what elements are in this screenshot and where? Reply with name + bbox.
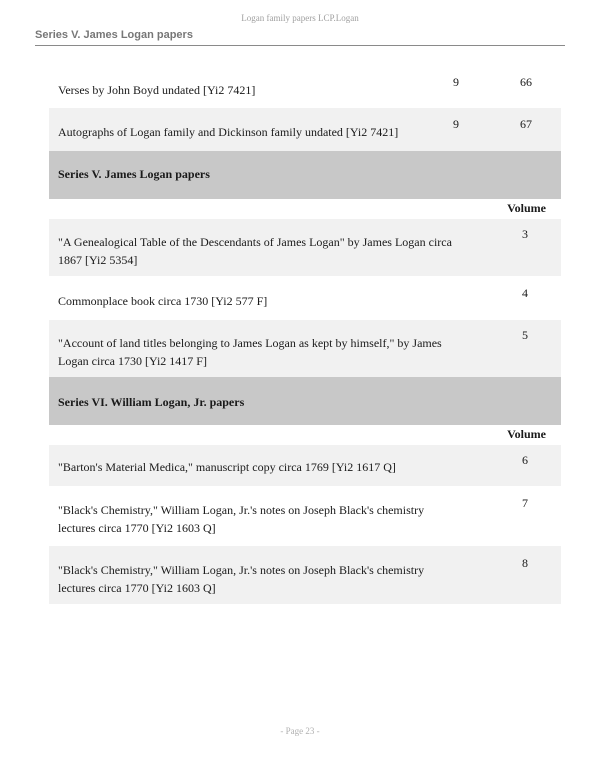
table-row bbox=[49, 546, 561, 604]
volume-column-header: Volume bbox=[507, 201, 546, 215]
volume-number: 6 bbox=[522, 453, 528, 467]
finding-aid-table bbox=[49, 64, 561, 604]
item-description: Autographs of Logan family and Dickinson family undated [Yi2 7421] bbox=[58, 125, 399, 139]
box-number: 9 bbox=[453, 75, 459, 89]
item-description: "Black's Chemistry," William Logan, Jr.'s notes on Joseph Black's chemistry lectures circa 1770 [Yi2 1603 Q] bbox=[58, 503, 425, 535]
folder-number: 66 bbox=[520, 75, 532, 89]
page-number: - Page 23 - bbox=[280, 726, 320, 736]
volume-number: 3 bbox=[522, 227, 528, 241]
table-row bbox=[49, 486, 561, 546]
item-description: Commonplace book circa 1730 [Yi2 577 F] bbox=[58, 294, 268, 308]
volume-column-header: Volume bbox=[507, 427, 546, 441]
volume-number: 7 bbox=[522, 496, 528, 510]
series-vi-heading bbox=[49, 377, 561, 425]
table-row bbox=[49, 276, 561, 320]
running-series-title: Series V. James Logan papers bbox=[35, 29, 193, 41]
table-row bbox=[49, 108, 561, 151]
table-row bbox=[49, 445, 561, 486]
collection-header: Logan family papers LCP.Logan bbox=[241, 13, 359, 23]
volume-number: 5 bbox=[522, 328, 528, 342]
item-description: Verses by John Boyd undated [Yi2 7421] bbox=[58, 83, 256, 97]
series-heading-label: Series V. James Logan papers bbox=[58, 167, 210, 181]
item-description: "Account of land titles belonging to James Logan as kept by himself," by James Logan circa 1730 [Yi2 1417 F] bbox=[58, 336, 442, 368]
item-description: "Barton's Material Medica," manuscript copy circa 1769 [Yi2 1617 Q] bbox=[58, 460, 396, 474]
header-divider bbox=[35, 45, 565, 46]
table-row bbox=[49, 320, 561, 377]
item-description: "A Genealogical Table of the Descendants of James Logan" by James Logan circa 1867 [Yi2 5354] bbox=[58, 235, 452, 267]
box-number: 9 bbox=[453, 117, 459, 131]
table-row bbox=[49, 64, 561, 108]
volume-number: 4 bbox=[522, 286, 528, 300]
series-v-heading bbox=[49, 151, 561, 199]
volume-number: 8 bbox=[522, 556, 528, 570]
table-row bbox=[49, 219, 561, 276]
series-heading-label: Series VI. William Logan, Jr. papers bbox=[58, 395, 245, 409]
folder-number: 67 bbox=[520, 117, 532, 131]
item-description: "Black's Chemistry," William Logan, Jr.'s notes on Joseph Black's chemistry lectures circa 1770 [Yi2 1603 Q] bbox=[58, 563, 425, 595]
